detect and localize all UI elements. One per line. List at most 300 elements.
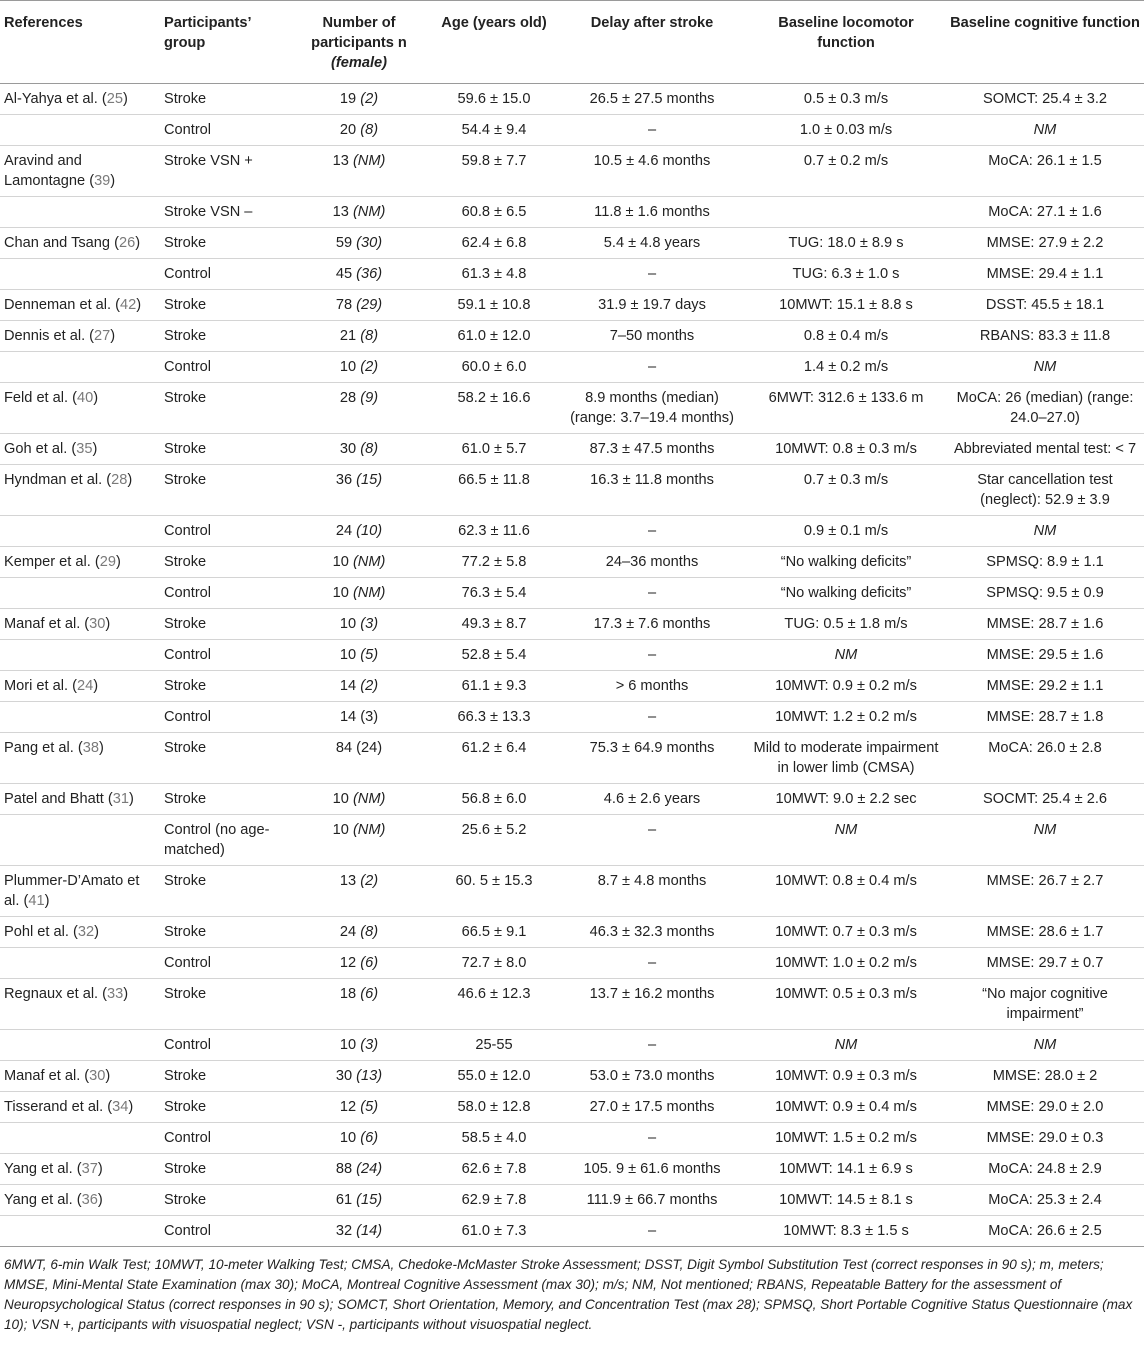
locomotor-cell [746,228,946,259]
delay-text: – [647,585,657,601]
cognitive-cell [946,1154,1144,1185]
reference-close: ) [94,924,99,940]
locomotor-cell [746,465,946,516]
table-row [0,259,1144,290]
reference-cell [0,640,160,671]
cognitive-text: MMSE: 28.0 ± 2 [992,1068,1098,1084]
age-cell [430,1123,558,1154]
locomotor-text: TUG: 0.5 ± 1.8 m/s [784,616,908,632]
age-text: 55.0 ± 12.0 [457,1068,531,1084]
locomotor-cell [746,352,946,383]
cognitive-text: NM [1033,1037,1057,1053]
participants-female: (8) [360,328,379,344]
cognitive-text: NM [1033,122,1057,138]
reference-number: 36 [81,1192,98,1208]
locomotor-cell [746,383,946,434]
participants-female: (13) [356,1068,383,1084]
locomotor-cell [746,146,946,197]
age-text: 52.8 ± 5.4 [461,647,527,663]
cognitive-cell [946,1185,1144,1216]
age-text: 77.2 ± 5.8 [461,554,527,570]
locomotor-cell [746,516,946,547]
delay-text: 8.9 months (median) (range: 3.7–19.4 months) [570,390,734,426]
participants-cell [288,1030,430,1061]
age-text: 54.4 ± 9.4 [461,122,527,138]
delay-cell [558,784,746,815]
group-text: Stroke [164,328,207,344]
locomotor-text: 10MWT: 0.9 ± 0.3 m/s [775,1068,917,1084]
participants-cell [288,197,430,228]
reference-cell [0,434,160,465]
participants-cell [288,465,430,516]
reference-text: Aravind and Lamontagne ( [4,153,95,189]
cognitive-text: SOMCT: 25.4 ± 3.2 [983,91,1107,107]
reference-cell [0,979,160,1030]
participants-cell [288,815,430,866]
participants-cell [288,1185,430,1216]
group-cell [160,146,288,197]
reference-text: Tisserand et al. ( [4,1099,113,1115]
locomotor-text: 0.8 ± 0.4 m/s [803,328,889,344]
reference-text: Yang et al. ( [4,1161,82,1177]
locomotor-text: 0.9 ± 0.1 m/s [803,523,889,539]
reference-close: ) [93,390,99,406]
group-text: Stroke [164,873,207,889]
locomotor-cell [746,1154,946,1185]
reference-text: Regnaux et al. ( [4,986,108,1002]
cognitive-text: MMSE: 28.7 ± 1.6 [986,616,1104,632]
reference-text: Goh et al. ( [4,441,77,457]
cognitive-text: NM [1033,359,1057,375]
table-row [0,702,1144,733]
participants-female: (NM) [352,791,386,807]
participants-cell [288,383,430,434]
participants-count: 30 [339,441,361,457]
reference-number: 41 [28,893,45,909]
locomotor-text: 10MWT: 0.9 ± 0.2 m/s [775,678,917,694]
delay-cell [558,1123,746,1154]
reference-text: Pang et al. ( [4,740,83,756]
reference-text: Yang et al. ( [4,1192,82,1208]
locomotor-text: 10MWT: 0.8 ± 0.4 m/s [775,873,917,889]
participants-cell [288,228,430,259]
delay-text: 111.9 ± 66.7 months [586,1192,718,1208]
participants-count: 14 [339,678,361,694]
table-row [0,1061,1144,1092]
header-label: Number of participants n [311,15,407,51]
group-cell [160,465,288,516]
cognitive-text: MMSE: 29.7 ± 0.7 [986,955,1104,971]
age-cell [430,917,558,948]
group-cell [160,1030,288,1061]
cognitive-cell [946,979,1144,1030]
reference-text: Dennis et al. ( [4,328,95,344]
table-header [0,1,1144,84]
age-cell [430,228,558,259]
locomotor-text: TUG: 6.3 ± 1.0 s [792,266,900,282]
group-cell [160,290,288,321]
participants-count: 84 (24) [335,740,383,756]
delay-cell [558,1061,746,1092]
delay-cell [558,259,746,290]
age-cell [430,434,558,465]
participants-cell [288,1092,430,1123]
reference-cell [0,948,160,979]
reference-number: 40 [77,390,94,406]
delay-text: 16.3 ± 11.8 months [590,472,714,488]
participants-female: (10) [356,523,383,539]
participants-female: (24) [356,1161,383,1177]
reference-cell [0,197,160,228]
cognitive-cell [946,640,1144,671]
reference-cell [0,352,160,383]
reference-number: 31 [112,791,129,807]
age-text: 59.1 ± 10.8 [457,297,531,313]
locomotor-text: 10MWT: 0.8 ± 0.3 m/s [775,441,917,457]
reference-number: 30 [89,1068,106,1084]
age-text: 46.6 ± 12.3 [457,986,531,1002]
group-text: Stroke [164,390,207,406]
reference-cell [0,228,160,259]
locomotor-text: 10MWT: 1.5 ± 0.2 m/s [775,1130,917,1146]
cognitive-cell [946,465,1144,516]
delay-cell [558,702,746,733]
delay-cell [558,948,746,979]
reference-cell [0,733,160,784]
cognitive-text: SOCMT: 25.4 ± 2.6 [983,791,1107,807]
age-text: 61.2 ± 6.4 [461,740,527,756]
group-cell [160,228,288,259]
locomotor-text: 10MWT: 0.5 ± 0.3 m/s [775,986,917,1002]
participants-female: (5) [360,647,379,663]
participants-cell [288,578,430,609]
participants-count: 19 [339,91,361,107]
group-text: Stroke [164,1099,207,1115]
header-label: Participants’ group [164,15,251,51]
locomotor-cell [746,917,946,948]
participants-female: (8) [360,122,379,138]
header-label: Baseline cognitive function [950,15,1140,31]
group-text: Control [164,1037,212,1053]
delay-cell [558,1216,746,1247]
participants-cell [288,84,430,115]
group-cell [160,866,288,917]
delay-text: 105. 9 ± 61.6 months [583,1161,721,1177]
delay-text: – [647,1037,657,1053]
reference-number: 38 [82,740,99,756]
participants-female: (NM) [352,204,386,220]
table-row [0,1216,1144,1247]
participants-female: (3) [360,616,379,632]
table-row [0,352,1144,383]
table-row [0,917,1144,948]
reference-text: Al-Yahya et al. ( [4,91,107,107]
group-cell [160,733,288,784]
delay-cell [558,197,746,228]
cognitive-cell [946,784,1144,815]
reference-number: 25 [106,91,123,107]
age-cell [430,1030,558,1061]
cognitive-text: RBANS: 83.3 ± 11.8 [979,328,1111,344]
participants-female: (9) [360,390,379,406]
table-row [0,815,1144,866]
reference-number: 27 [94,328,111,344]
age-cell [430,321,558,352]
delay-text: 27.0 ± 17.5 months [589,1099,715,1115]
group-cell [160,640,288,671]
age-cell [430,197,558,228]
reference-close: ) [135,235,141,251]
participants-cell [288,733,430,784]
age-cell [430,979,558,1030]
table-row [0,228,1144,259]
reference-cell [0,115,160,146]
participants-female: (NM) [352,554,386,570]
locomotor-cell [746,1216,946,1247]
age-cell [430,815,558,866]
cognitive-text: MMSE: 27.9 ± 2.2 [986,235,1104,251]
age-cell [430,866,558,917]
table-row [0,671,1144,702]
group-text: Stroke [164,924,207,940]
participants-cell [288,1154,430,1185]
delay-text: – [647,523,657,539]
reference-cell [0,259,160,290]
group-cell [160,948,288,979]
reference-number: 37 [81,1161,98,1177]
group-cell [160,609,288,640]
reference-text: Feld et al. ( [4,390,77,406]
age-text: 58.0 ± 12.8 [457,1099,531,1115]
header-label: Delay after stroke [590,15,714,31]
delay-cell [558,578,746,609]
participants-female: (2) [360,873,379,889]
table-row [0,290,1144,321]
participants-count: 36 [335,472,357,488]
cognitive-cell [946,702,1144,733]
reference-number: 33 [107,986,124,1002]
participants-female: (2) [360,91,379,107]
delay-cell [558,671,746,702]
locomotor-cell [746,702,946,733]
cognitive-text: MMSE: 29.0 ± 0.3 [986,1130,1104,1146]
locomotor-cell [746,948,946,979]
age-text: 25-55 [475,1037,513,1053]
group-cell [160,578,288,609]
participants-count: 28 [339,390,361,406]
delay-text: – [647,647,657,663]
header-baseline-cognitive [946,1,1144,84]
locomotor-cell [746,640,946,671]
age-text: 62.6 ± 7.8 [461,1161,527,1177]
participants-count: 13 [332,153,353,169]
cognitive-cell [946,1216,1144,1247]
delay-text: 53.0 ± 73.0 months [589,1068,715,1084]
reference-close: ) [98,740,104,756]
age-text: 66.5 ± 11.8 [458,472,530,488]
cognitive-cell [946,917,1144,948]
age-cell [430,352,558,383]
participants-female: (8) [360,441,379,457]
participants-female: (15) [356,1192,383,1208]
reference-close: ) [136,297,142,313]
cognitive-cell [946,1061,1144,1092]
age-text: 60. 5 ± 15.3 [455,873,533,889]
age-cell [430,383,558,434]
header-participants-group [160,1,288,84]
locomotor-text: 10MWT: 15.1 ± 8.8 s [779,297,913,313]
delay-cell [558,84,746,115]
participants-count: 45 [335,266,357,282]
header-label: References [4,15,83,31]
participants-cell [288,434,430,465]
header-label: Baseline locomotor function [778,15,914,51]
locomotor-cell [746,1092,946,1123]
participants-count: 10 [332,554,353,570]
locomotor-cell [746,979,946,1030]
cognitive-text: MMSE: 26.7 ± 2.7 [986,873,1104,889]
reference-text: Kemper et al. ( [4,554,100,570]
cognitive-text: Abbreviated mental test: < 7 [953,441,1137,457]
locomotor-text: 10MWT: 9.0 ± 2.2 sec [775,791,917,807]
age-cell [430,1061,558,1092]
age-text: 66.5 ± 9.1 [461,924,527,940]
delay-text: 46.3 ± 32.3 months [589,924,715,940]
group-cell [160,815,288,866]
table-row [0,197,1144,228]
delay-cell [558,146,746,197]
cognitive-cell [946,290,1144,321]
cognitive-text: NM [1033,822,1057,838]
reference-close: ) [128,1099,134,1115]
group-cell [160,434,288,465]
participants-count: 20 [339,122,361,138]
delay-cell [558,352,746,383]
cognitive-text: MMSE: 29.0 ± 2.0 [986,1099,1104,1115]
delay-cell [558,640,746,671]
group-cell [160,702,288,733]
group-cell [160,1185,288,1216]
participants-count: 10 [339,647,361,663]
cognitive-cell [946,547,1144,578]
participants-cell [288,547,430,578]
group-cell [160,321,288,352]
locomotor-cell [746,815,946,866]
reference-close: ) [97,1161,103,1177]
age-text: 62.4 ± 6.8 [461,235,527,251]
group-text: Control [164,1130,212,1146]
reference-cell [0,815,160,866]
age-cell [430,671,558,702]
reference-cell [0,146,160,197]
group-text: Control [164,585,212,601]
cognitive-cell [946,866,1144,917]
cognitive-text: MMSE: 29.5 ± 1.6 [986,647,1104,663]
header-emphasis: (female) [331,55,387,71]
group-text: Control [164,359,212,375]
delay-cell [558,290,746,321]
locomotor-cell [746,866,946,917]
group-cell [160,352,288,383]
reference-cell [0,1154,160,1185]
age-cell [430,1185,558,1216]
age-text: 25.6 ± 5.2 [461,822,527,838]
participants-cell [288,979,430,1030]
participants-female: (15) [356,472,383,488]
delay-text: – [647,359,657,375]
locomotor-cell [746,115,946,146]
header-label: Age (years old) [441,15,547,31]
reference-close: ) [110,328,116,344]
locomotor-cell [746,1123,946,1154]
age-cell [430,1154,558,1185]
participants-count: 14 (3) [339,709,379,725]
reference-cell [0,290,160,321]
reference-close: ) [127,472,133,488]
age-cell [430,84,558,115]
locomotor-cell [746,1061,946,1092]
reference-close: ) [105,1068,111,1084]
reference-cell [0,1185,160,1216]
delay-text: 31.9 ± 19.7 days [598,297,706,313]
participants-count: 10 [339,616,361,632]
reference-number: 26 [118,235,136,251]
age-text: 49.3 ± 8.7 [461,616,527,632]
age-text: 61.0 ± 12.0 [457,328,531,344]
participants-female: (NM) [352,153,386,169]
group-text: Stroke [164,678,207,694]
participants-count: 10 [339,359,361,375]
locomotor-cell [746,609,946,640]
table-row [0,84,1144,115]
table-row [0,321,1144,352]
header-row [0,1,1144,84]
locomotor-text: 6MWT: 312.6 ± 133.6 m [768,390,924,406]
cognitive-cell [946,1092,1144,1123]
age-cell [430,640,558,671]
group-cell [160,1123,288,1154]
participants-count: 88 [335,1161,357,1177]
reference-cell [0,702,160,733]
table-row [0,383,1144,434]
cognitive-text: NM [1033,523,1057,539]
group-cell [160,547,288,578]
reference-cell [0,917,160,948]
group-text: Stroke VSN + [164,153,253,169]
group-cell [160,979,288,1030]
participants-count: 10 [332,822,353,838]
locomotor-text: 0.7 ± 0.2 m/s [803,153,889,169]
participants-count: 24 [335,523,357,539]
delay-text: – [647,266,657,282]
cognitive-text: MoCA: 26.1 ± 1.5 [988,153,1102,169]
age-cell [430,115,558,146]
locomotor-cell [746,784,946,815]
reference-close: ) [92,441,98,457]
cognitive-cell [946,948,1144,979]
participants-female: (NM) [352,822,386,838]
group-text: Stroke [164,554,207,570]
participants-count: 13 [332,204,353,220]
delay-cell [558,609,746,640]
cognitive-cell [946,115,1144,146]
participants-count: 61 [335,1192,357,1208]
reference-close: ) [128,791,134,807]
cognitive-text: MMSE: 29.4 ± 1.1 [986,266,1104,282]
locomotor-text: 10MWT: 0.9 ± 0.4 m/s [775,1099,917,1115]
age-text: 62.9 ± 7.8 [461,1192,527,1208]
age-cell [430,1216,558,1247]
